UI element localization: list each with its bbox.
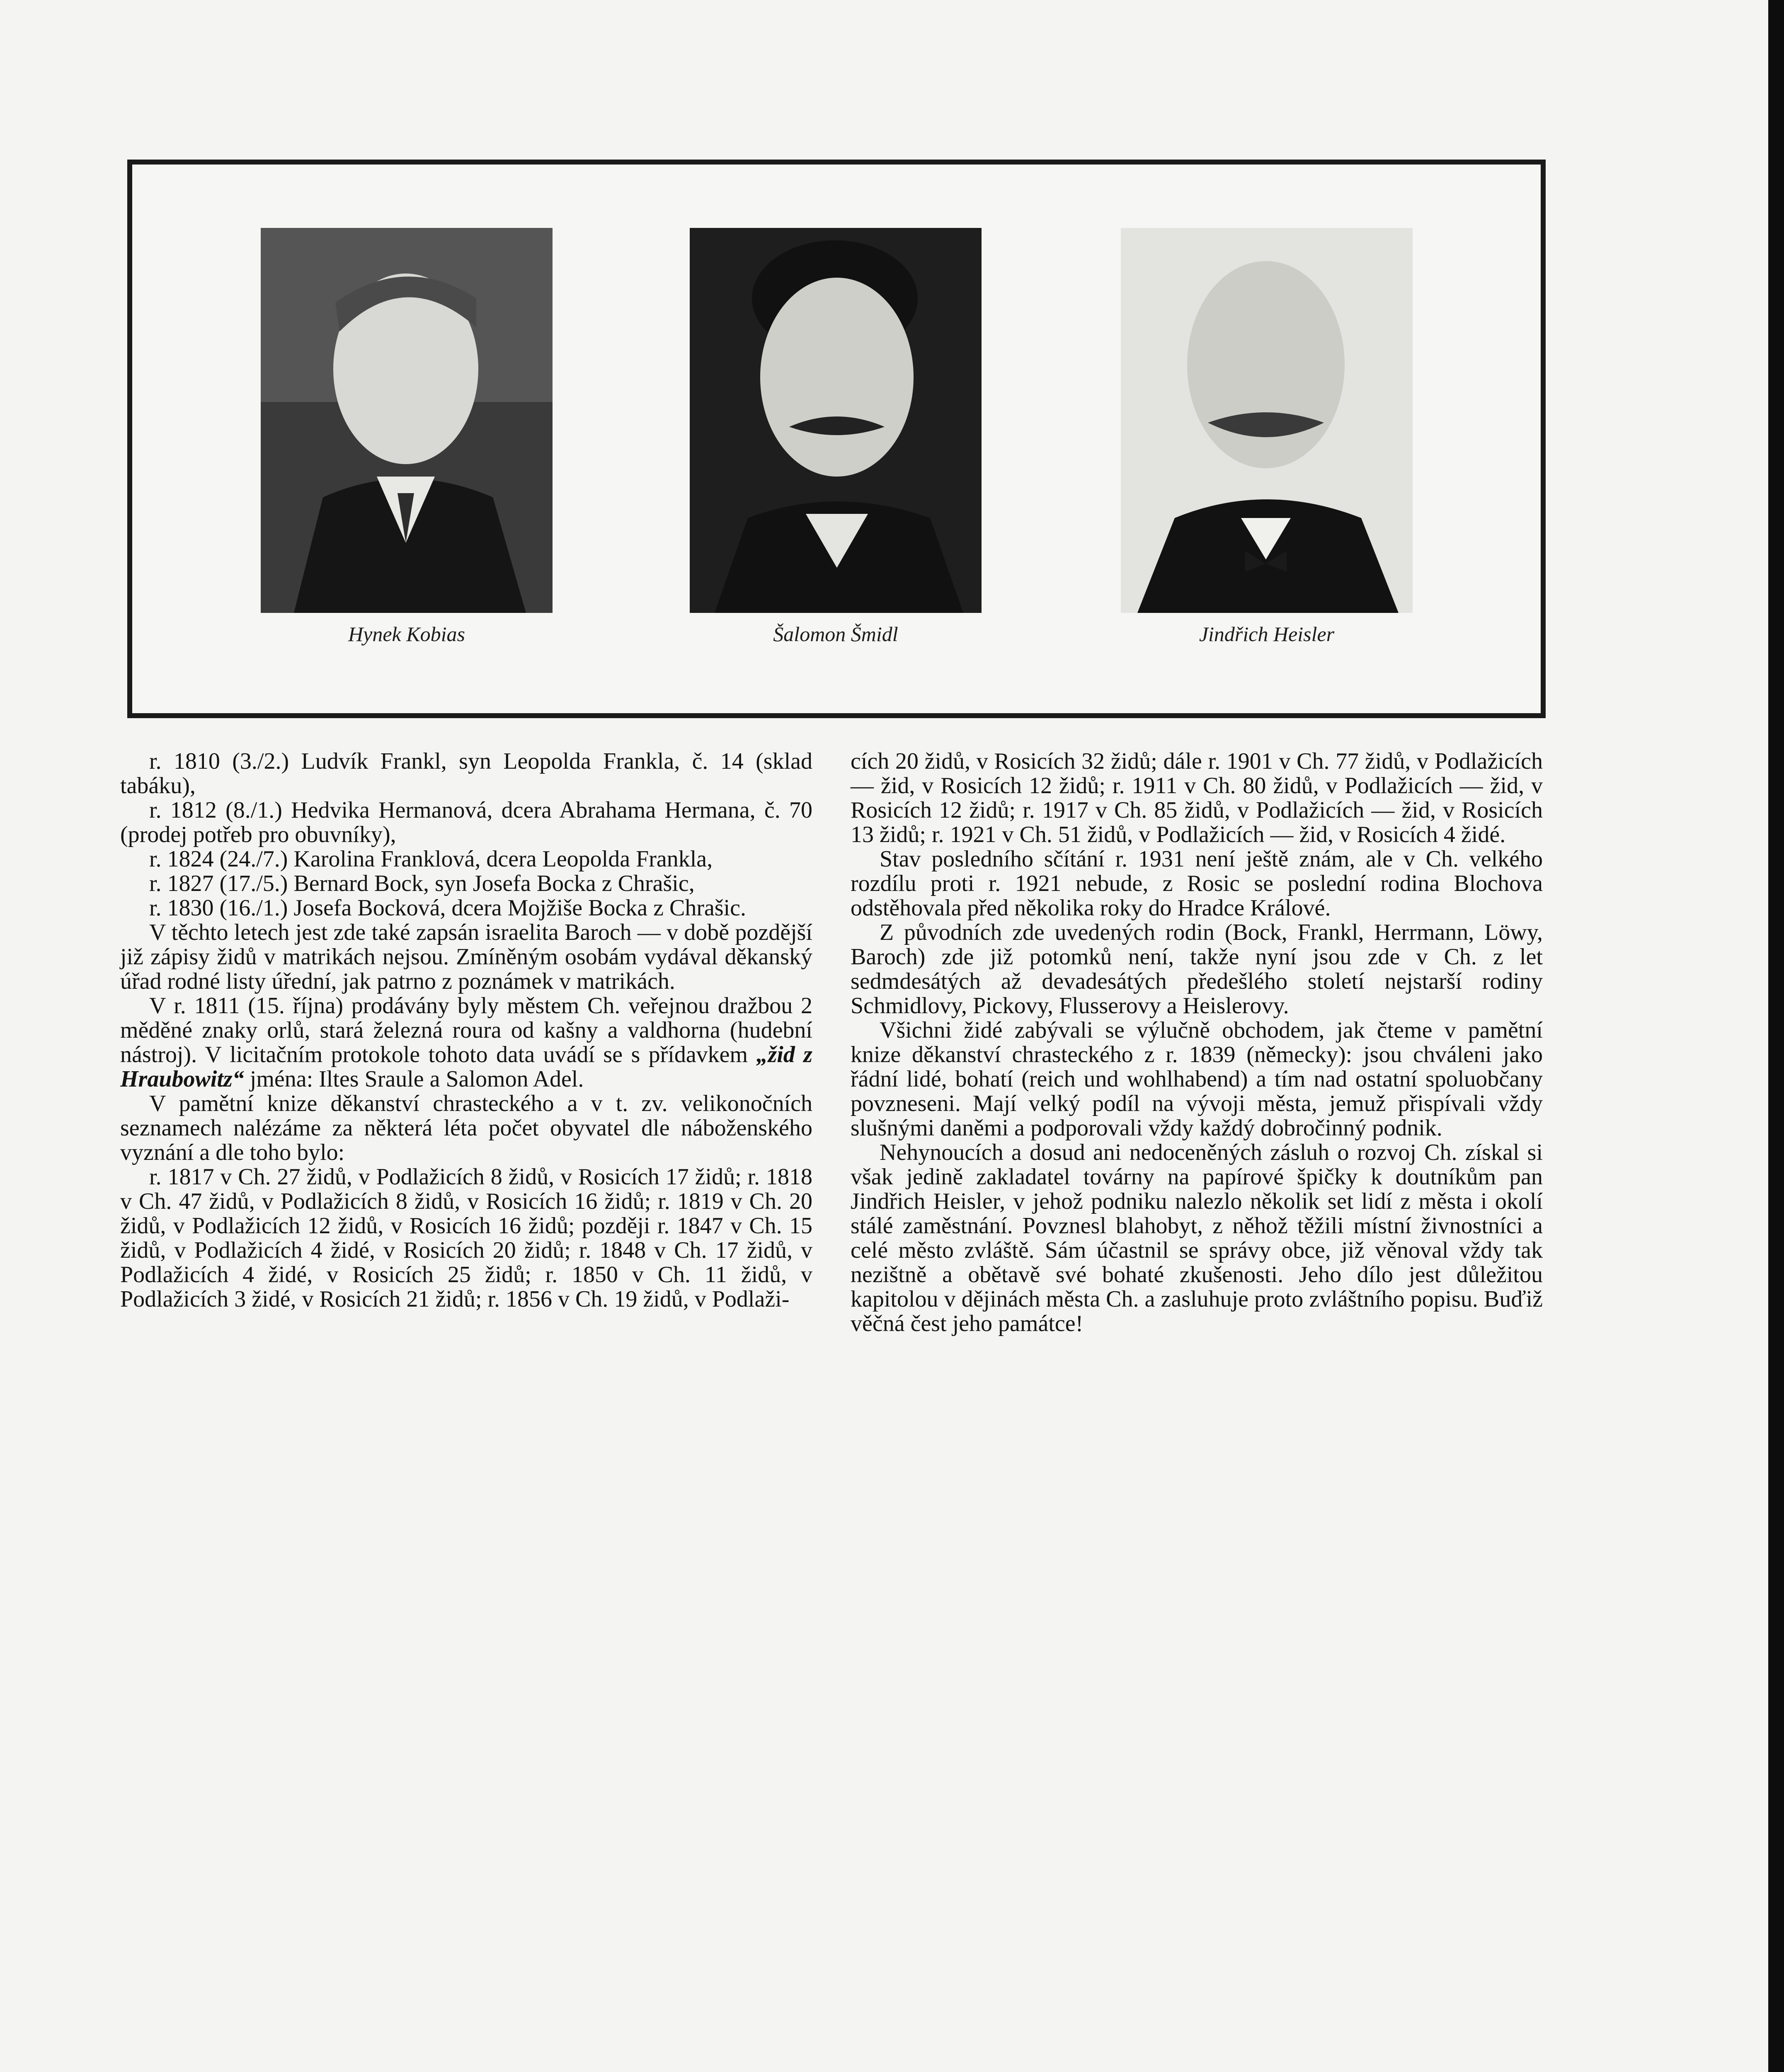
paragraph-text: V r. 1811 (15. října) prodávány byly městem Ch. veřejnou dražbou 2 měděné znaky orlů, stará železná roura od kašny a valdhorna (hudební nástroj). V licitačním protokole tohoto data uvádí se s přídavkem <box>120 993 812 1067</box>
caption-left: Hynek Kobias <box>348 622 465 646</box>
paragraph: r. 1830 (16./1.) Josefa Bocková, dcera Mojžiše Bocka z Chrašic. <box>149 895 747 921</box>
paragraph: Nehynoucích a dosud ani nedoceněných zásluh o rozvoj Ch. získal si však jedině zakladatel továrny na papírové špičky k doutníkům pan Jindřich Heisler, v jehož podniku nalezlo několik set lidí z města i okolí stálé zaměstnání. Povznesl blahobyt, z něhož těžili místní živnostníci a celé město zvláště. Sám účastnil se správy obce, již věnoval vždy tak nezištně a obětavě své bohaté zkušenosti. Jeho dílo jest důležitou kapitolou v dějinách města Ch. a zasluhuje proto zvláštního popisu. Buďiž věčná čest jeho památce! <box>851 1140 1543 1336</box>
paragraph: r. 1810 (3./2.) Ludvík Frankl, syn Leopolda Frankla, č. 14 (sklad tabáku), <box>120 748 812 799</box>
paragraph: cích 20 židů, v Rosicích 32 židů; dále r. 1901 v Ch. 77 židů, v Podlažicích — žid, v Rosicích 12 židů; r. 1911 v Ch. 80 židů, v Podlažicích — žid, v Rosicích 12 židů; r. 1917 v Ch. 85 židů, v Podlažicích — žid, v Rosicích 13 židů; r. 1921 v Ch. 51 židů, v Podlažicích — žid, v Rosicích 4 židé. <box>851 748 1543 847</box>
paragraph: r. 1817 v Ch. 27 židů, v Podlažicích 8 židů, v Rosicích 17 židů; r. 1818 v Ch. 47 židů, v Podlažicích 8 židů, v Rosicích 16 židů; r. 1819 v Ch. 20 židů, v Podlažicích 12 židů, v Rosicích 16 židů; později r. 1847 v Ch. 15 židů, v Podlažicích 4 židé, v Rosicích 20 židů; r. 1848 v Ch. 17 židů, v Podlažicích 4 židé, v Rosicích 25 židů; r. 1850 v Ch. 11 židů, v Podlažicích 3 židé, v Rosicích 21 židů; r. 1856 v Ch. 19 židů, v Podlaži- <box>120 1164 812 1312</box>
text-column-right <box>851 749 1543 1336</box>
portrait-photo-jindrich-heisler <box>1121 228 1413 613</box>
quoted-phrase: „žid z Hraubowitz“ <box>120 1042 812 1092</box>
paragraph: r. 1824 (24./7.) Karolina Franklová, dcera Leopolda Frankla, <box>149 846 713 872</box>
paragraph: Z původních zde uvedených rodin (Bock, Frankl, Herrmann, Löwy, Baroch) zde již potomků není, takže nyní jsou zde v Ch. z let sedmdesátých až devadesátých předešlého století nejstarší rodiny Schmidlovy, Pickovy, Flusserovy a Heislerovy. <box>851 920 1543 1019</box>
paragraph: r. 1812 (8./1.) Hedvika Hermanová, dcera Abrahama Hermana, č. 70 (prodej potřeb pro obuvníky), <box>120 797 812 847</box>
paragraph: V těchto letech jest zde také zapsán israelita Baroch — v době pozdější již zápisy židů v matrikách nejsou. Zmíněným osobám vydával děkanský úřad rodné listy úřední, jak patrno z poznámek v matrikách. <box>120 920 812 994</box>
caption-middle: Šalomon Šmidl <box>773 622 898 646</box>
caption-right: Jindřich Heisler <box>1199 622 1335 646</box>
paragraph: Stav posledního sčítání r. 1931 není ještě znám, ale v Ch. velkého rozdílu proti r. 1921 nebude, z Rosic se poslední rodina Blochova odstěhovala před několika roky do Hradce Králové. <box>851 846 1543 921</box>
portrait-panel <box>127 160 1546 718</box>
paragraph: V pamětní knize děkanství chrasteckého a v t. zv. velikonočních seznamech nalézáme za některá léta počet obyvatel dle náboženského vyznání a dle toho bylo: <box>120 1091 812 1165</box>
portrait-photo-salomon-smidl <box>690 228 982 613</box>
portrait-photo-hynek-kobias <box>261 228 553 613</box>
text-column-left <box>120 749 812 1312</box>
paragraph: r. 1827 (17./5.) Bernard Bock, syn Josefa Bocka z Chrašic, <box>149 871 695 896</box>
paragraph <box>120 994 812 1092</box>
paragraph: Všichni židé zabývali se výlučně obchodem, jak čteme v pamětní knize děkanství chrasteckého z r. 1839 (německy): jsou chváleni jako řádní lidé, bohatí (reich und wohlhabend) a tím nad ostatní spoluobčany povzneseni. Mají velký podíl na vývoji města, jemuž přispívali vždy slušnými daněmi a podporovali vždy každý dobročinný podnik. <box>851 1017 1543 1141</box>
paragraph-text: jména: Iltes Sraule a Salomon Adel. <box>244 1066 584 1092</box>
